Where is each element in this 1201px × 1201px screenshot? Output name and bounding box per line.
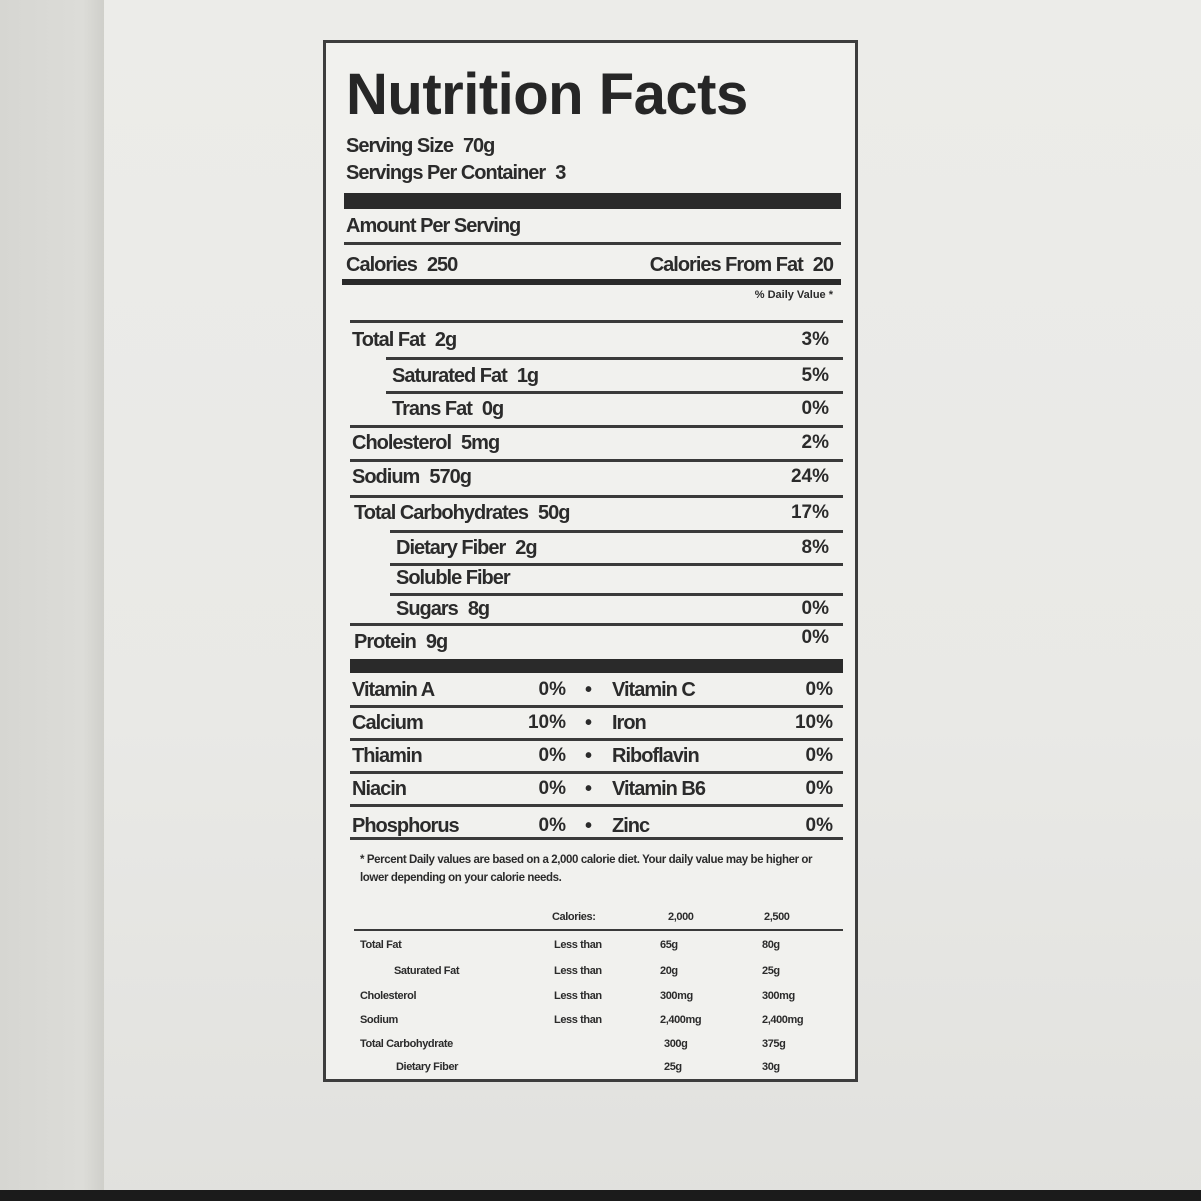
servings-value: 3 — [555, 162, 566, 184]
footer-row-col2: 375g — [762, 1038, 786, 1050]
footer-row-col1: 25g — [664, 1061, 682, 1073]
footer-row-col1: 300g — [664, 1038, 688, 1050]
nutrient-row-trans-fat — [392, 398, 503, 421]
vitamin-pct: 0% — [538, 745, 566, 766]
nutrient-row-dietary-fiber — [396, 537, 537, 560]
footer-row-name: Saturated Fat — [394, 965, 460, 977]
bullet: • — [585, 679, 593, 701]
footer-row-qual: Less than — [554, 965, 602, 977]
calories-fat-label: Calories From Fat — [649, 254, 803, 276]
footer-row-col1: 300mg — [660, 990, 693, 1002]
divider — [350, 425, 843, 428]
footer-row-col2: 30g — [762, 1061, 780, 1073]
monitor-bezel — [0, 0, 104, 1201]
daily-value-header: % Daily Value * — [754, 289, 833, 301]
vitamin-pct: 0% — [805, 679, 833, 700]
footer-row-col1: 2,400mg — [660, 1014, 702, 1026]
thick-divider — [344, 193, 841, 209]
vitamin-name: Niacin — [352, 778, 407, 800]
calories-label: Calories — [346, 254, 417, 276]
footer-header-col1: 2,000 — [668, 911, 694, 923]
calories-from-fat — [650, 254, 833, 277]
nutrient-row-protein — [354, 631, 447, 654]
footer-row-name: Dietary Fiber — [396, 1061, 459, 1073]
vitamin-pct: 0% — [805, 815, 833, 836]
divider — [350, 804, 843, 807]
footer-row-col2: 2,400mg — [762, 1014, 804, 1026]
nutrient-pct: 3% — [801, 329, 829, 350]
nutrient-pct: 17% — [790, 502, 829, 523]
nutrient-amount: 570g — [429, 466, 471, 488]
footer-row-name: Cholesterol — [360, 990, 417, 1002]
footer-row-qual: Less than — [554, 990, 602, 1002]
footer-row-col2: 80g — [762, 939, 780, 951]
nutrient-name: Soluble Fiber — [396, 567, 510, 589]
servings-label: Servings Per Container — [346, 162, 546, 184]
vitamin-pct: 0% — [538, 815, 566, 836]
divider — [390, 593, 843, 596]
divider — [350, 623, 843, 626]
vitamin-pct: 0% — [538, 778, 566, 799]
nutrient-pct: 5% — [801, 365, 829, 386]
footer-row-name: Sodium — [360, 1014, 398, 1026]
vitamin-pct: 0% — [805, 778, 833, 799]
vitamin-name: Phosphorus — [352, 815, 459, 837]
nutrient-pct: 2% — [801, 432, 829, 453]
divider — [390, 563, 843, 566]
divider — [344, 242, 841, 245]
nutrient-amount: 2g — [434, 329, 457, 351]
calories — [346, 254, 457, 277]
nutrient-row-total-carbohydrates — [354, 502, 569, 525]
label-title: Nutrition Facts — [346, 62, 748, 127]
nutrient-pct: 0% — [801, 598, 829, 619]
nutrient-amount: 0g — [481, 398, 504, 420]
footnote: * Percent Daily values are based on a 2,000 calorie diet. Your daily value may be higher or lower depending on your calorie needs. — [360, 854, 813, 884]
vitamin-pct: 0% — [538, 679, 566, 700]
divider — [350, 495, 843, 498]
vitamin-pct: 10% — [527, 712, 566, 733]
nutrient-pct: 0% — [801, 398, 829, 419]
nutrient-pct: 8% — [801, 537, 829, 558]
nutrient-amount: 1g — [516, 365, 539, 387]
divider — [390, 530, 843, 533]
nutrient-row-saturated-fat — [392, 365, 538, 388]
nutrient-name: Trans Fat — [392, 398, 472, 420]
vitamin-name: Zinc — [612, 815, 650, 837]
divider — [350, 771, 843, 774]
servings-per-container — [346, 162, 565, 185]
amount-per-serving: Amount Per Serving — [346, 215, 521, 237]
nutrition-facts-label — [323, 40, 858, 1082]
footer-row-col2: 25g — [762, 965, 780, 977]
nutrient-amount: 50g — [538, 502, 570, 524]
nutrient-amount: 9g — [425, 631, 448, 653]
serving-size-value: 70g — [462, 135, 495, 157]
nutrient-row-sodium — [352, 466, 471, 489]
divider — [354, 929, 843, 931]
nutrient-name: Cholesterol — [352, 432, 452, 454]
vitamin-name: Vitamin A — [352, 679, 435, 701]
vitamin-name: Iron — [612, 712, 646, 734]
nutrient-amount: 8g — [467, 598, 490, 620]
footer-row-name: Total Carbohydrate — [360, 1038, 453, 1050]
calories-value: 250 — [426, 254, 458, 276]
footer-header-label: Calories: — [552, 911, 596, 923]
bullet: • — [585, 712, 593, 734]
bullet: • — [585, 778, 593, 800]
nutrient-name: Total Carbohydrates — [354, 502, 528, 524]
divider — [386, 391, 843, 394]
footer-row-qual: Less than — [554, 1014, 602, 1026]
bullet: • — [585, 815, 593, 837]
footer-header-col2: 2,500 — [764, 911, 790, 923]
nutrient-row-total-fat — [352, 329, 456, 352]
vitamin-pct: 0% — [805, 745, 833, 766]
divider — [350, 459, 843, 462]
nutrient-row-sugars — [396, 598, 489, 621]
nutrient-name: Saturated Fat — [392, 365, 507, 387]
nutrient-pct: 0% — [801, 627, 829, 648]
nutrient-pct: 24% — [790, 466, 829, 487]
calories-fat-value: 20 — [812, 254, 833, 276]
footer-row-col2: 300mg — [762, 990, 795, 1002]
vitamin-name: Vitamin C — [612, 679, 695, 701]
thick-divider — [350, 659, 843, 673]
vitamin-name: Calcium — [352, 712, 423, 734]
footer-row-col1: 65g — [660, 939, 678, 951]
nutrient-name: Dietary Fiber — [396, 537, 506, 559]
divider — [350, 738, 843, 741]
footer-row-qual: Less than — [554, 939, 602, 951]
nutrient-amount: 5mg — [461, 432, 500, 454]
vitamin-name: Vitamin B6 — [612, 778, 705, 800]
nutrient-name: Sodium — [352, 466, 420, 488]
serving-size-label: Serving Size — [346, 135, 453, 157]
nutrient-row-soluble-fiber — [396, 567, 510, 590]
medium-divider — [342, 279, 841, 285]
nutrient-row-cholesterol — [352, 432, 499, 455]
footer-row-col1: 20g — [660, 965, 678, 977]
bullet: • — [585, 745, 593, 767]
divider — [350, 837, 843, 840]
divider — [386, 357, 843, 360]
nutrient-name: Protein — [354, 631, 416, 653]
vitamin-name: Riboflavin — [612, 745, 699, 767]
vitamin-name: Thiamin — [352, 745, 422, 767]
serving-size — [346, 135, 494, 158]
divider — [350, 320, 843, 323]
monitor-bottom-edge — [0, 1190, 1201, 1201]
nutrient-name: Total Fat — [352, 329, 425, 351]
divider — [350, 705, 843, 708]
nutrient-name: Sugars — [396, 598, 458, 620]
nutrient-amount: 2g — [515, 537, 537, 559]
footer-row-name: Total Fat — [360, 939, 402, 951]
vitamin-pct: 10% — [794, 712, 833, 733]
